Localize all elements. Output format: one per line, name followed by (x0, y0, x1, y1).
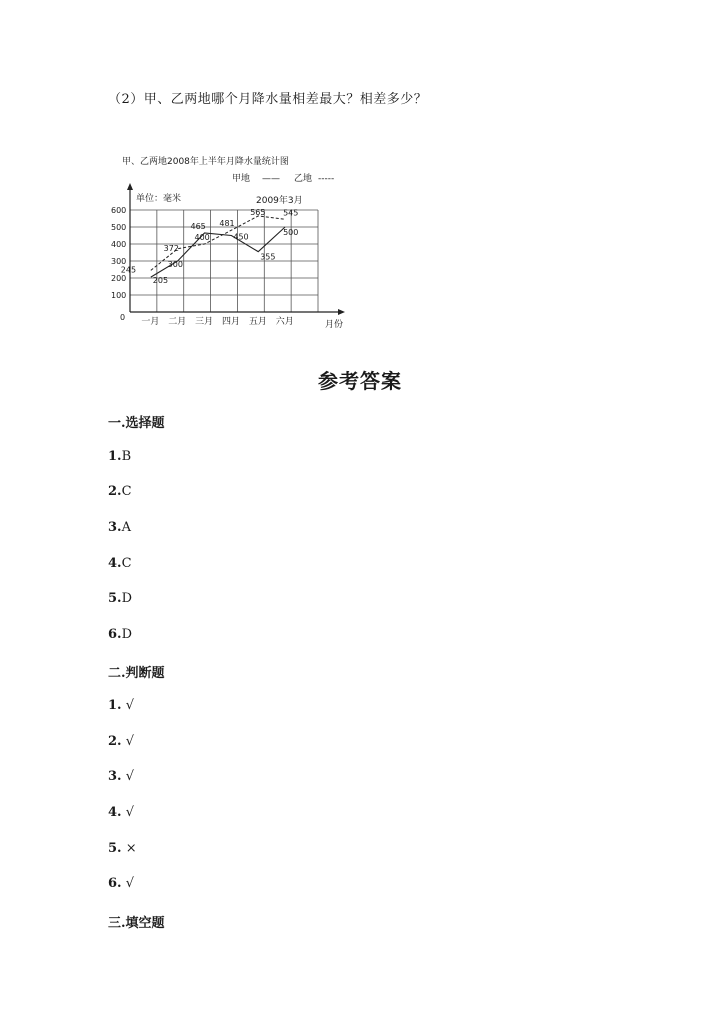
data-label-jia: 450 (233, 232, 249, 242)
chart-svg (108, 150, 358, 340)
answer-num: 2. (108, 734, 122, 749)
answer-value: D (121, 591, 133, 606)
judgement-answer-1 (108, 698, 134, 713)
answer-value: √ (125, 734, 135, 749)
judgement-answer-2 (108, 734, 134, 749)
choice-answer-6 (108, 627, 132, 642)
y-tick-label: 500 (111, 223, 127, 232)
choice-answer-4 (108, 556, 132, 571)
answer-value: C (121, 556, 132, 571)
data-label-jia: 500 (283, 228, 299, 237)
answer-num: 6. (108, 627, 122, 642)
x-axis-arrow (338, 309, 345, 315)
choice-answer-5 (108, 591, 132, 606)
data-label-yi: 565 (250, 207, 266, 217)
judgement-answer-3 (108, 769, 134, 784)
y-tick-label: 300 (111, 257, 127, 266)
data-label-jia: 355 (260, 252, 276, 262)
answer-num: 3. (108, 769, 122, 784)
legend-jia-marker: —— (262, 174, 280, 184)
y-axis-arrow (127, 183, 133, 190)
answer-num: 5. (108, 591, 122, 606)
judgement-answer-6 (108, 876, 134, 891)
choice-answer-3 (108, 520, 131, 535)
answer-value: √ (125, 876, 135, 891)
answer-num: 4. (108, 805, 122, 820)
answer-value: A (121, 520, 131, 535)
section-heading-choice: 一.选择题 (108, 416, 165, 431)
question-text: （2）甲、乙两地哪个月降水量相差最大？相差多少？ (108, 92, 428, 107)
x-tick-label: 六月 (275, 317, 294, 327)
legend-jia-label: 甲地 (232, 174, 251, 184)
y-tick-label: 400 (111, 240, 127, 249)
choice-answer-1 (108, 449, 131, 464)
answer-value: D (121, 627, 133, 642)
x-tick-label: 五月 (248, 317, 267, 327)
judgement-answer-4 (108, 805, 134, 820)
answer-num: 3. (108, 520, 122, 535)
choice-answer-2 (108, 484, 132, 499)
section-heading-fill-blank: 三.填空题 (108, 916, 165, 931)
judgement-answer-5 (108, 841, 137, 856)
legend-yi-label: 乙地 (294, 174, 313, 184)
x-axis-label: 月份 (325, 320, 344, 330)
answer-value: √ (125, 769, 135, 784)
chart-title: 甲、乙两地2008年上半年月降水量统计图 (122, 157, 289, 167)
answer-value: √ (125, 805, 135, 820)
x-tick-label: 一月 (141, 317, 160, 327)
answer-value: B (121, 449, 132, 464)
x-tick-label: 二月 (168, 317, 187, 327)
answer-num: 2. (108, 484, 122, 499)
x-tick-label: 三月 (195, 317, 214, 327)
answer-value: √ (125, 698, 135, 713)
answers-title: 参考答案 (318, 369, 402, 393)
answer-value: × (125, 841, 137, 856)
unit-label: 单位：毫米 (136, 194, 182, 204)
data-label-jia: 465 (190, 221, 206, 231)
data-label-yi: 545 (283, 208, 299, 218)
x-tick-label: 四月 (222, 317, 241, 327)
answer-num: 1. (108, 449, 122, 464)
data-label-yi: 245 (120, 265, 137, 275)
answer-value: C (121, 484, 132, 499)
answer-num: 5. (108, 841, 122, 856)
answer-num: 1. (108, 698, 122, 713)
data-label-yi: 372 (163, 243, 179, 253)
date-label: 2009年3月 (256, 196, 303, 206)
precipitation-chart (108, 150, 358, 340)
data-label-yi: 400 (194, 233, 210, 242)
answer-num: 6. (108, 876, 122, 891)
answer-num: 4. (108, 556, 122, 571)
y-tick-label: 0 (120, 313, 126, 322)
data-label-yi: 481 (219, 219, 235, 229)
y-tick-label: 200 (111, 274, 127, 283)
legend-yi-marker: ----- (318, 174, 335, 184)
section-heading-judgement: 二.判断题 (108, 666, 165, 681)
data-label-jia: 300 (167, 260, 183, 269)
data-label-jia: 205 (152, 276, 169, 286)
y-tick-label: 600 (111, 206, 127, 215)
y-tick-label: 100 (111, 291, 127, 300)
